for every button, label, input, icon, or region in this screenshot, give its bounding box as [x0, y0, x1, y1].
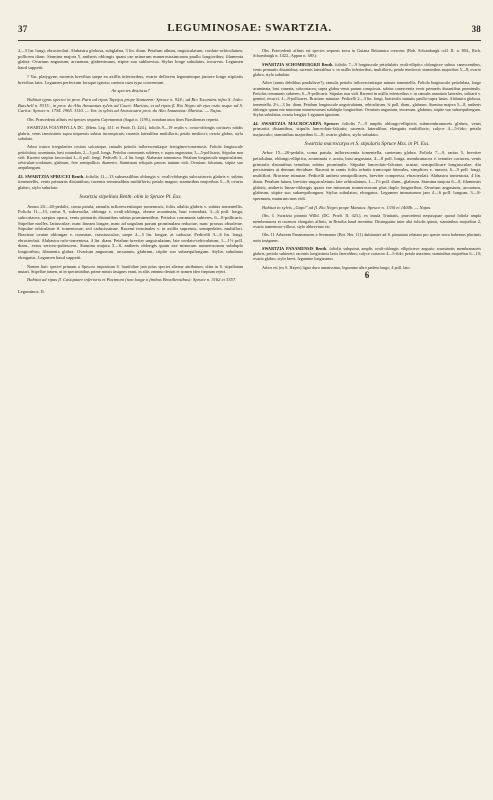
observation-paragraph: Obs. II. Arborem Panamensem a Seemanno (Bot. Her. 111) dubitanter ad S. pinnatam relatam pro specie nova habemus plurimis notis insignem:: [253, 232, 481, 243]
paragraph: 2—3 lin. longi, ebracteolati. Alabastra globosa, subglabra, 3 lin. diam. Petalum album, unguiculatum, cordato-orbiculatum, pollicem diam. Stamina majora 5, antheris oblongis quam cae minorum numerosissimorum paullo longioribus; filamenta glabra. Ovarium angustum, arcuatum, glaberrimum, stipite suo subbrevius. Stylus longe subulatus, incurvus. Legumen haud suppetit.: [18, 48, 243, 71]
synonym-line: Swartzia stipellata Benth. olim in Spruce Pl. Exs.: [79, 193, 182, 200]
species-entry-panamensis: [253, 246, 481, 262]
description-paragraph: Arbor 15—20-pedalis, coma patula, inflorescentia tomentella, caeterum glabra. Foliola 7—9, rarius 5, breviter petiolulata, oblongo-elliptica, acuminata v. acuta, basi angustata, 4—8 poll. longa, membranacea v. tenuiter coriacea, venis primariis distantibus tenuibus subtus prominulis. Stipulae lanceolato-falcatae, acutae, semipollicare longiusculae, diu persistentes at demum deciduae. Racemi in ramis foliis orbatis truncoque laterales, simplices v. ramosi, 6—9 poll. longi, multiflori. Bracteae minutae. Pedicelli anthesi semipollicares, breviter compressi, ebracteolati. Alabastra tomentosa, 4 lin. diam. Petalum latum, breviter unguiculatum, late orbiculatum, 1—1½ poll. diam., glabrum. Stamina majora 6—8, filamentis glabris, antheris linear-oblongis quam eae minorum numerosorum plus duplo longioribus. Ovarium angustum, arcuatum, glabrum, stipite suo subaequilongum. Stylus subulatus, elongatus. Legumen immaturum jam 4—6 poll. longum, 3—8-spermum, maturum non vidi.: [253, 150, 481, 201]
observation-paragraph: Obs. Praecedenti affinis est species sequens nova in Guiana Britannica crescens (Rob. Schomburgk coll. II. n. 804., Rich. Schomburgk n. 1422., Appun n. 380.):: [253, 48, 481, 59]
species-heading: 43. SWARTZIA SPRUCEI Benth.: [18, 173, 85, 179]
habitat-paragraph: Habitat typus speciei in prov. Para ad ripas Tapajos prope Santarem: Spruce n. 924.; ad Rio Tocantins infra S. João: Burchell n. 9315.; in prov. do Alto Amazonas sylvis ad Coari: Martius; et ad ripas fl. Rio Negro ab ejus ostio usque ad S. Carlos: Spruce n. 1754. 1965. 3110. — Var. in sylvis ad Araracoara prov. do Alto Amazonas: Martius. — Najas.: [18, 96, 243, 114]
species-diagnosis: foliolis 7—9 amplis oblongo-ellipticis submembranaceis glabris, venis primariis distantibus, stipulis lanceolato-falcatis; racemis lateralibus elongatis multifloris; calyce 4—5-fido; petalo majusculo; staminibus majoribus 6—8; ovario glabro, stylo subulato.: [253, 120, 481, 137]
habitat-paragraph: Habitat ad ripas fl. Casiquiare inferioris et Pacimoni (non longe a finibus Brasiliensibus): Spruce n. 3162 et 3357.: [27, 277, 237, 283]
paragraph: ? Var. platygyne, racemis brevibus saepe ex axillis inferioribus, ovario defloreto leguminoque juniore longe stipitatis brevibus latis. Legumen perfectum forsque ignota; caetera cum typo conveniunt.: [18, 73, 243, 85]
species-heading: SWARTZIA PANAMENSIS Benth.: [262, 245, 328, 251]
left-column: [18, 48, 243, 298]
right-column: [253, 48, 481, 282]
species-entry-43: [18, 174, 243, 191]
synonym-line: Swartzia macrocarpa et S. stipularis Spruce Mss. in Pl. Exs.: [304, 140, 430, 147]
paragraph: Arbor trunco irregulariter costato sulcatoque, ramulis petiolis inflorescentiaque ferrugineo-tomentosis. Foliola longiuscule petiolulata, acuminata, basi rotundata, 2—3 poll. longa. Petiolus communis subteres v. supra angustatur, 3—5-pollicaris. Stipulae non vidi. Racemi saepius fasciculati 3—6 poll. longi. Pedicelli 3—4 lin. longi. Alabastra tomentosa. Petalum longiuscule unguiculatum, orbiculari-cordatum, glabrum, fere semipollicis diametro. Staminum reliquiis paucas tantum vidi. Ovarium falcatum, stipite suo aequilongum.: [18, 144, 243, 171]
observation-paragraph: Obs. Praecedenti affinis est species sequens Cayennensis (Sagot n. 1199.), nondum intra fines Brasilienses reperta.: [27, 117, 219, 123]
paragraph: An species distincta?: [111, 88, 150, 94]
page-number-right: 38: [471, 24, 481, 34]
species-diagnosis: foliolis subquinis amplis ovali-oblongis ellipticisve angusto acuminatis membranaceis glabris, petiolo subtereti; racemis longissimis laxis lateralibus; calyce coriaceo 4—5-fido; petalo maximo; staminibus majoribus 6—10; ovario glabro, stylo brevi; legumine longissimo.: [253, 245, 482, 262]
species-entry-schomburgkii: [253, 62, 481, 78]
page-number-left: 37: [18, 24, 28, 34]
species-heading: SWARTZIA SCHOMBURGKII Benth.: [262, 61, 334, 67]
signature-mark: 6: [364, 270, 370, 281]
paragraph: Arbor est (ex S. Hayes) ligno duro amarissimo, legumine ultra pedem longo, 4 poll. lato.: [262, 264, 411, 270]
paragraph: Nomen huic speciei primum a Spruceo impositum S. laurifoliae jam prius speciei alienae attributum, olim in S. stipellatam mutari. Stipellae tamen, ut in speciminibus prime missis insignes erant, in aliis omnino desunt et nomen ideo ineptum rejeci.: [18, 263, 243, 274]
observation-paragraph: Obs. I. Swartzia pinnata Willd. (DC. Prodr. II. 423.), ex insula Trinitatis, praecedenti nequisquae quoad foliola ampla membranacea et racemos elongatos affinis, in Brasilia haud invenitur. Distinguitur inter alia foliolis quinis, staminibus majoribus 2, ovario tomentoso-villoso, stylo abbreviato etc.: [253, 213, 481, 229]
running-header: [18, 22, 481, 41]
description-paragraph: Annos 20—40-pedalis, coma patula, ramulis inflorescentiaque tomentosis, foliis adultis glabris v. subtus tomentellis. Foliola 11—13, rarius 9, subsessilia, oblonga v. ovali-oblonga, obtuse acuminata, basi rotundata, 3—6 poll. longa, subcoriacea, saepius opaca, venis primariis distantibus subtus prominentibus. Petiolus communis subteres, 6—8-pollicaris. Stipellae molles, latiusculae, nunc lineam longae, nunc ad ungulam parum prominulam reductae, nunc prorsus obsoletae. Stipulae orbiculatae S. tomentosae, sed caducissimae. Racemi terminales v. in axillis supremis, semipedales, multiflori. Bracteae ovatae oblongae v. cuneatae, crassiusculae, saepe 4—5 lin. longae, at caducae. Pedicelli 3—6 lin. longi, ebracteolati. Alabastra rufo-tomentosa, 4 lin. diam. Petalum breviter unguiculatum, late cordato-orbiculatum, 1—1½ poll. diam., extus sericeo-pubescens. Stamina majora 5—6, antheris oblongis quam eae minorum numerosorum subduplo longioribus; filamenta glabra. Ovarium angustum, arcuatum, glabrum, stipite suo subaequilongum. Stylus subulatus elongatus. Legumen haud suppetit.: [18, 203, 243, 260]
paragraph: Arbor (ramis debilibus pendulisve?), ramulis petiolis inflorescentiaque minute tomentellis. Foliola longiuscule petiolulata, longe acuminata, basi cuneata, subcoriacea, supra glabra venis parum conspicuis, subtus canescentia venis primariis distantibus prominulis. Petiolus communis subteres, 6—9-pollicaris. Stipulas non vidi. Racemi in axillis inferioribus v. in ramulis annotinis laterales, solitarii v. gemini, recurvi, 4—8-pollicares. Bracteae minutae. Pedicelli 2—3 lin. longi, bracteolis minutis paullo-supra basin. Alabastra globosa, tomentella, 2½—3 lin. diam. Petalum longiuscule unguiculatum, orbiculatum, ¾ poll. diam., glabrum. Stamina majora 5—8, antheris oblongis quam eae minorum numerosorum subduplo longioribus. Ovarium angustum, incurvum, glabrum, stipite suo subaequilongum. Stylus subulatus, ovario longior. Legumen ignotum.: [253, 80, 481, 118]
signature-note: Leguminos. II.: [18, 288, 45, 294]
species-heading: 44. SWARTZIA MACROCARPA Spruce:: [253, 120, 340, 126]
species-diagnosis: foliolis 11—13 subsessilibus oblongis v. ovali-oblongis subcoriaceis glabris v. subtus tomentellis, venis primariis distantibus; racemis terminalibus multifloris; petalo magno; staminibus majoribus 5—8; ovario glabro, stylo subulato.: [18, 173, 243, 191]
species-diagnosis: foliolis 7—9 longiuscule petiolulatis ovali-elliptics oblongisve subtus canescentibus, venis primariis distantibus; racemis lateralibus v. in axillis inferioribus, multifloris; petalo mediocri; staminibus majoribus 5—8; ovario glabro, stylo subulato.: [253, 61, 482, 78]
running-title: LEGUMINOSAE: SWARTZIA.: [167, 22, 332, 34]
species-entry-44: [253, 121, 481, 138]
habitat-paragraph: Habitat in sylvis „Gapó" ad fl. Rio Negro prope Manaos: Spruce n. 1330 et 1404b. — Najas.: [262, 204, 432, 210]
species-paragraph: SWARTZIA POLYPHYLLA DC. (Mem. Leg. 411. et Prodr. II. 424.), foliolis 9—19 ovalis v. ovato-oblongis coriaceis nitidis glabris, venis tenuissimis supra impressis subtus inconspicuis; racemis lateralibus multifloris; petalo mediocri; ovario glabro, stylo subulato.: [18, 125, 243, 141]
